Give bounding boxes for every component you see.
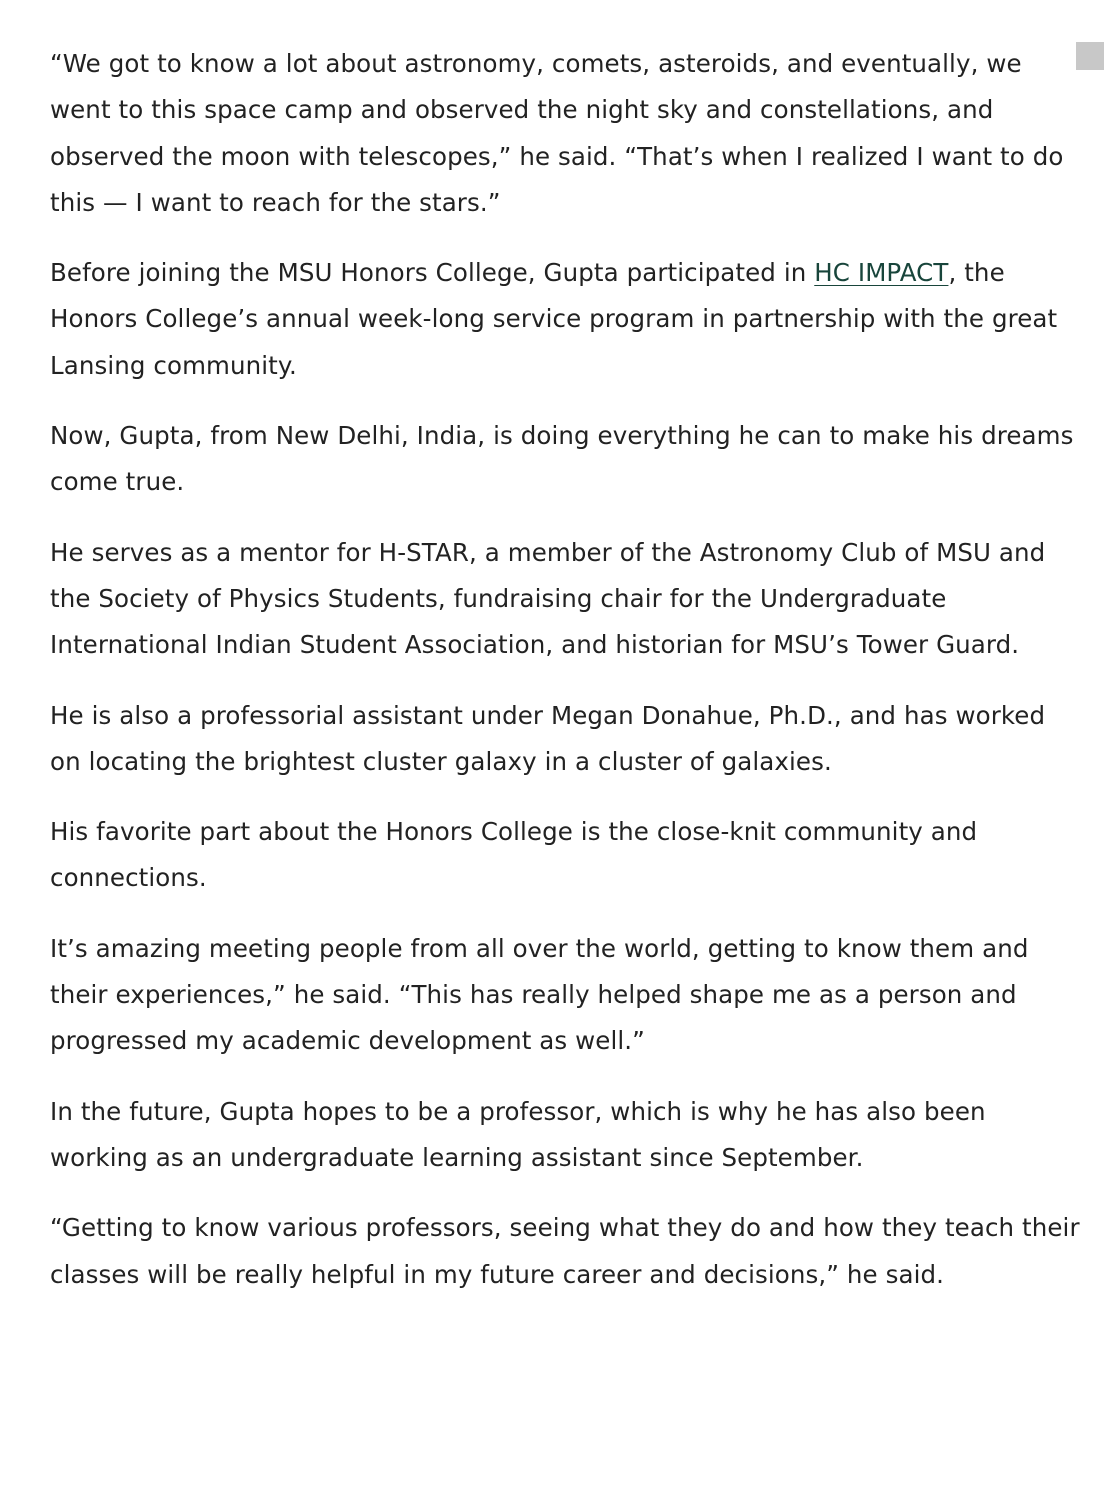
hc-impact-link[interactable]: HC IMPACT [814,258,949,288]
paragraph-text-after-link: , the Honors College’s annual week-long service program in partnership with the great Lansing community. [50,258,1058,380]
article-paragraph-hc-impact [50,250,1080,389]
article-paragraph-favorite-part: His favorite part about the Honors College is the close-knit community and connections. [50,817,978,893]
article-paragraph-space-camp-quote: “We got to know a lot about astronomy, comets, asteroids, and eventually, we went to this space camp and observed the night sky and constellations, and observed the moon with telescopes,” he said. “That’s when I realized I want to do this — I want to reach for the stars.” [50,49,1064,217]
article-paragraph-community-quote: It’s amazing meeting people from all over the world, getting to know them and their experiences,” he said. “This has really helped shape me as a person and progressed my academic development as well.” [50,933,1029,1056]
article-paragraph-future-professor: In the future, Gupta hopes to be a professor, which is why he has also been working as an undergraduate learning assistant since September. [50,1096,986,1172]
article-paragraph-new-delhi: Now, Gupta, from New Delhi, India, is doing everything he can to make his dreams come true. [50,421,1074,497]
article-paragraph-professorial-assistant: He is also a professorial assistant under Megan Donahue, Ph.D., and has worked on locating the brightest cluster galaxy in a cluster of galaxies. [50,700,1046,776]
scrollbar-thumb[interactable] [1076,42,1104,70]
paragraph-text-before-link: Before joining the MSU Honors College, Gupta participated in [50,258,815,288]
article-paragraph-involvement: He serves as a mentor for H-STAR, a member of the Astronomy Club of MSU and the Society of Physics Students, fundraising chair for the Undergraduate International Indian Student Association, and historian for MSU’s Tower Guard. [50,537,1046,660]
article-paragraph-professors-quote: “Getting to know various professors, seeing what they do and how they teach their classes will be really helpful in my future career and decisions,” he said. [50,1213,1080,1289]
article-body [50,41,1080,1298]
